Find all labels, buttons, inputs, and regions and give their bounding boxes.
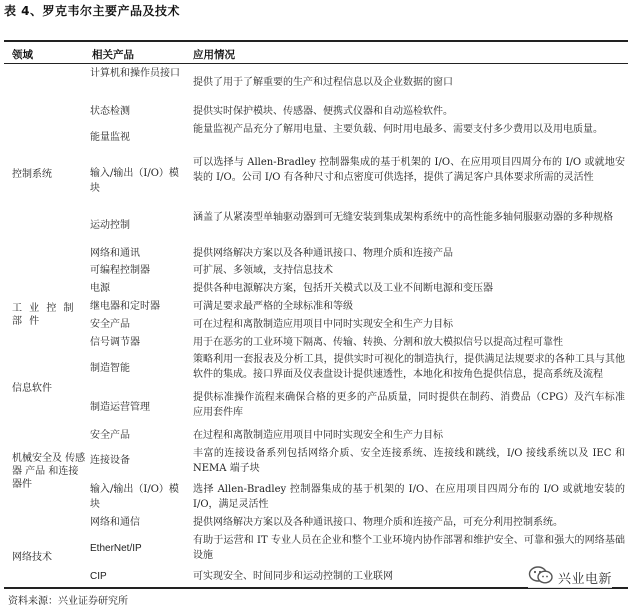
application-cell: 提供网络解决方案以及各种通讯接口、物理介质和连接产品，可充分利用控制系统。 — [193, 517, 563, 528]
category-network-technology: 网络技术 — [12, 552, 52, 563]
table-title: 表 4、罗克韦尔主要产品及技术 — [4, 4, 181, 18]
product-cell: 连接设备 — [90, 455, 130, 466]
application-cell: 用于在恶劣的工业环境下隔离、传输、转换、分割和放大模拟信号以提高过程可靠性 — [193, 337, 563, 348]
application-cell: 提供各种电源解决方案，包括开关模式以及工业不间断电源和变压器 — [193, 283, 493, 294]
wechat-icon — [528, 565, 554, 589]
product-cell: 输入/输出（I/O）模块 — [90, 168, 179, 194]
product-cell: 计算机和操作员接口 — [90, 68, 180, 79]
product-cell: 能量监视 — [90, 132, 130, 143]
product-cell: 安全产品 — [90, 430, 130, 441]
product-cell: 制造智能 — [90, 363, 130, 374]
table-top-rule — [4, 40, 628, 42]
application-cell: 选择 Allen-Bradley 控制器集成的基于机架的 I/O、在应用项目四周分布的 I/O 或就地安装的 I/O，满足灵活性 — [193, 484, 625, 510]
application-cell: 涵盖了从紧凑型单轴驱动器到可无缝安装到集成架构系统中的高性能多轴伺服驱动器的多种规格 — [193, 212, 613, 223]
product-cell: 可编程控制器 — [90, 265, 150, 276]
application-cell: 提供了用于了解重要的生产和过程信息以及企业数据的窗口 — [193, 77, 453, 88]
product-cell: CIP — [90, 571, 107, 582]
product-cell: 运动控制 — [90, 220, 130, 231]
application-cell: 丰富的连接设备系列包括网络介质、安全连接系统、连接线和跳线，I/O 接线系统以及 IEC 和 NEMA 端子块 — [193, 448, 625, 474]
watermark-brand — [528, 566, 612, 588]
product-cell: 输入/输出（I/O）模块 — [90, 484, 179, 510]
product-cell: 状态检测 — [90, 106, 130, 117]
application-cell: 可以选择与 Allen-Bradley 控制器集成的基于机架的 I/O、在应用项目四周分布的 I/O 或就地安装的 I/O。公司 I/O 有各种尺寸和点密度可供选择，提供了满足客户具体要求所需的灵活性 — [193, 157, 625, 183]
source-note: 资料来源：兴业证券研究所 — [8, 596, 128, 607]
application-cell: 在过程和离散制造应用项目中同时实现安全和生产力目标 — [193, 430, 443, 441]
product-cell: 继电器和定时器 — [90, 301, 160, 312]
product-cell: EtherNet/IP — [90, 543, 142, 554]
application-cell: 可满足要求最严格的全球标准和等级 — [193, 301, 353, 312]
header-product: 相关产品 — [92, 49, 134, 61]
category-information-software: 信息软件 — [12, 383, 52, 394]
product-cell: 信号调节器 — [90, 337, 140, 348]
category-industrial-components: 工 业 控 制 部 件 — [12, 303, 76, 327]
product-cell: 网络和通信 — [90, 517, 140, 528]
brand-name: 兴业电新 — [558, 571, 613, 587]
category-control-systems: 控制系统 — [12, 169, 52, 180]
product-cell: 网络和通讯 — [90, 248, 140, 259]
application-cell: 可实现安全、时间同步和运动控制的工业联网 — [193, 571, 393, 582]
application-cell: 提供实时保护模块、传感器、便携式仪器和自动巡检软件。 — [193, 106, 453, 117]
application-cell: 提供网络解决方案以及各种通讯接口、物理介质和连接产品 — [193, 248, 453, 259]
product-cell: 制造运营管理 — [90, 402, 150, 413]
application-cell: 可在过程和离散制造应用项目中同时实现安全和生产力目标 — [193, 319, 453, 330]
header-rule — [4, 63, 628, 64]
application-cell: 有助于运营和 IT 专业人员在企业和整个工业环境内协作部署和维护安全、可靠和强大的网络基础设施 — [193, 535, 625, 561]
application-cell: 策略利用一套报表及分析工具，提供实时可视化的制造执行，提供满足法规要求的各种工具与其他软件的集成。接口界面及仪表盘设计提供速透性，本地化和按角色提供信息，提高系统及流程 — [193, 354, 625, 380]
application-cell: 能量监视产品充分了解用电量、主要负载、何时用电最多、需要支付多少费用以及用电质量。 — [193, 124, 603, 135]
header-application: 应用情况 — [193, 49, 235, 61]
category-safety-sensors-connectors: 机械安全及 传感器 产品 和连接器件 — [12, 453, 86, 490]
application-cell: 提供标准操作流程来确保合格的更多的产品质量，同时提供在制药、消费品（CPG）及汽车标准应用套件库 — [193, 392, 625, 418]
product-cell: 电源 — [90, 283, 110, 294]
header-domain: 领域 — [12, 49, 33, 61]
product-cell: 安全产品 — [90, 319, 130, 330]
application-cell: 可扩展、多领域，支持信息技术 — [193, 265, 333, 276]
